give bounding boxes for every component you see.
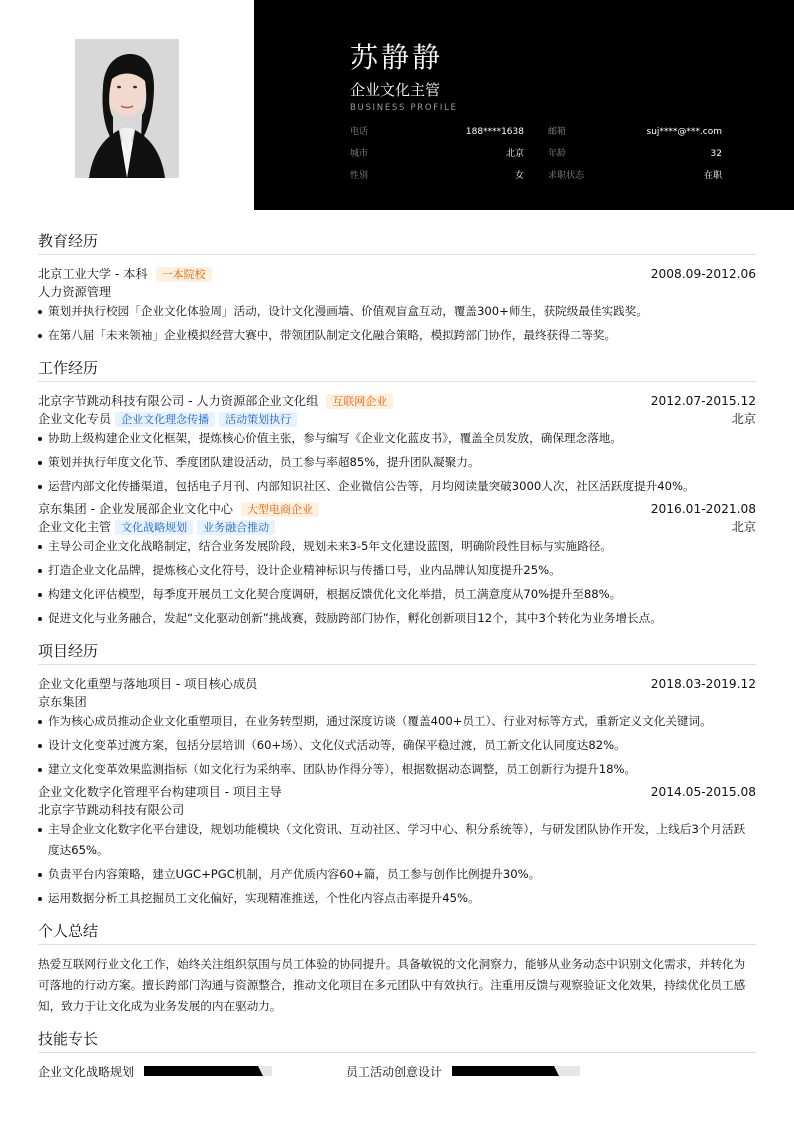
work-bullet: 打造企业文化品牌，提炼核心文化符号，设计企业精神标识与传播口号，业内品牌认知度提升25%。 xyxy=(38,560,756,581)
skill-name: 员工活动创意设计 xyxy=(346,1064,443,1079)
work-entry-header xyxy=(38,392,756,410)
role-name: 企业文化主管 xyxy=(38,520,112,534)
skill-tag: 活动策划执行 xyxy=(219,412,297,427)
gender-field xyxy=(350,170,524,190)
project-bullet: 负责平台内容策略，建立UGC+PGC机制，月产优质内容60+篇，员工参与创作比例提升30%。 xyxy=(38,864,756,885)
project-entry-header xyxy=(38,783,756,801)
project-name: 企业文化重塑与落地项目 - 项目核心成员 xyxy=(38,677,258,691)
gender-label: 性别 xyxy=(350,171,369,181)
work-bullet: 促进文化与业务融合，发起“文化驱动创新”挑战赛，鼓励跨部门协作，孵化创新项目12个，其中3个转化为业务增长点。 xyxy=(38,608,756,629)
email-value: suj****@***.com xyxy=(646,127,722,137)
project-bullet: 设计文化变革过渡方案，包括分层培训（60+场）、文化仪式活动等，确保平稳过渡，员工新文化认同度达82%。 xyxy=(38,735,756,756)
role-tags xyxy=(38,518,275,536)
phone-field xyxy=(350,126,524,146)
skills-title: 技能专长 xyxy=(38,1028,756,1053)
project-bullets xyxy=(38,819,756,909)
role-name: 企业文化专员 xyxy=(38,412,112,426)
contact-row xyxy=(350,148,722,170)
summary-section xyxy=(38,920,756,1017)
work-bullet: 构建文化评估模型，每季度开展员工文化契合度调研，根据反馈优化文化举措，员工满意度从70%提升至88%。 xyxy=(38,584,756,605)
work-date: 2016.01-2021.08 xyxy=(650,502,756,516)
age-field xyxy=(548,148,722,168)
contact-row xyxy=(350,126,722,148)
project-bullet: 运用数据分析工具挖掘员工文化偏好，实现精准推送，个性化内容点击率提升45%。 xyxy=(38,888,756,909)
work-bullet: 主导公司企业文化战略制定，结合业务发展阶段，规划未来3-5年文化建设蓝图，明确阶段性目标与实施路径。 xyxy=(38,536,756,557)
project-date: 2014.05-2015.08 xyxy=(650,785,756,799)
job-status-label: 求职状态 xyxy=(548,171,585,181)
work-location: 北京 xyxy=(731,520,756,534)
summary-title: 个人总结 xyxy=(38,920,756,945)
role-line xyxy=(38,518,756,536)
profile-photo-icon xyxy=(75,39,179,178)
major-name: 人力资源管理 xyxy=(38,285,112,299)
company-tag: 互联网企业 xyxy=(326,394,393,409)
education-bullet: 在第八届「未来领袖」企业模拟经营大赛中，带领团队制定文化融合策略，模拟跨部门协作，最终获得二等奖。 xyxy=(38,325,756,346)
skill-level-bar xyxy=(452,1066,580,1076)
email-field xyxy=(548,126,722,146)
school-name: 北京工业大学 - 本科 xyxy=(38,267,148,281)
education-school-line xyxy=(38,265,212,283)
education-title: 教育经历 xyxy=(38,230,756,255)
job-title: 企业文化主管 xyxy=(350,81,441,99)
phone-value: 188****1638 xyxy=(465,127,524,137)
work-bullet: 协助上级构建企业文化框架，提炼核心价值主张，参与编写《企业文化蓝皮书》，覆盖全员发放，确保理念落地。 xyxy=(38,428,756,449)
city-label: 城市 xyxy=(350,149,369,159)
skill-tag: 业务融合推动 xyxy=(197,520,275,535)
role-tags xyxy=(38,410,297,428)
education-major-line xyxy=(38,283,756,301)
summary-text: 热爱互联网行业文化工作，始终关注组织氛围与员工体验的协同提升。具备敏锐的文化洞察力，能够从业务动态中识别文化需求，并转化为可落地的行动方案。擅长跨部门沟通与资源整合，推动文化项目在多元团队中有效执行。注重用反馈与观察验证文化效果，持续优化员工感知，致力于让文化成为业务发展的内在驱动力。 xyxy=(38,957,746,1013)
company-name: 京东集团 - 企业发展部企业文化中心 xyxy=(38,502,233,516)
project-org-line xyxy=(38,693,756,711)
profile-panel xyxy=(254,0,794,210)
work-title: 工作经历 xyxy=(38,357,756,382)
skill-level-bar xyxy=(144,1066,272,1076)
resume-header xyxy=(0,0,794,210)
city-value: 北京 xyxy=(505,149,524,159)
job-status-field xyxy=(548,170,722,190)
education-bullet: 策划并执行校园「企业文化体验周」活动，设计文化漫画墙、价值观盲盒互动，覆盖300+师生，获院级最佳实践奖。 xyxy=(38,301,756,322)
profile-label: BUSINESS PROFILE xyxy=(350,103,458,113)
education-entry-header xyxy=(38,265,756,283)
project-bullet: 作为核心成员推动企业文化重塑项目，在业务转型期，通过深度访谈（覆盖400+员工）、行业对标等方式，重新定义文化关键词。 xyxy=(38,711,756,732)
gender-value: 女 xyxy=(514,171,524,181)
company-name: 北京字节跳动科技有限公司 - 人力资源部企业文化组 xyxy=(38,394,319,408)
contact-row xyxy=(350,170,722,192)
company-line xyxy=(38,500,319,518)
project-entry-header xyxy=(38,675,756,693)
skills-section xyxy=(38,1028,756,1079)
company-tag: 大型电商企业 xyxy=(241,502,319,517)
work-bullets xyxy=(38,536,756,629)
project-org: 京东集团 xyxy=(38,695,87,709)
work-bullet: 运营内部文化传播渠道，包括电子月刊、内部知识社区、企业微信公告等，月均阅读量突破3000人次，社区活跃度提升40%。 xyxy=(38,476,756,497)
role-line xyxy=(38,410,756,428)
skill-level-fill xyxy=(144,1066,258,1076)
education-date: 2008.09-2012.06 xyxy=(650,267,756,281)
project-bullet: 主导企业文化数字化平台建设，规划功能模块（文化资讯、互动社区、学习中心、积分系统等），与研发团队协作开发，上线后3个月活跃度达65%。 xyxy=(38,819,756,861)
candidate-name: 苏静静 xyxy=(350,41,444,74)
work-entry-header xyxy=(38,500,756,518)
project-bullets xyxy=(38,711,756,780)
age-value: 32 xyxy=(710,149,722,159)
skill-item xyxy=(38,1063,272,1079)
projects-title: 项目经历 xyxy=(38,640,756,665)
skill-name: 企业文化战略规划 xyxy=(38,1064,135,1079)
age-label: 年龄 xyxy=(548,149,567,159)
contact-info-grid xyxy=(350,126,722,192)
work-bullet: 策划并执行年度文化节、季度团队建设活动，员工参与率超85%，提升团队凝聚力。 xyxy=(38,452,756,473)
work-section xyxy=(38,357,756,629)
project-org: 北京字节跳动科技有限公司 xyxy=(38,803,185,817)
school-tag: 一本院校 xyxy=(156,267,212,282)
phone-label: 电话 xyxy=(350,127,369,137)
skills-list xyxy=(38,1063,756,1079)
skill-tag: 文化战略规划 xyxy=(115,520,193,535)
resume-content xyxy=(38,230,756,1090)
project-bullet: 建立文化变革效果监测指标（如文化行为采纳率、团队协作得分等），根据数据动态调整，员工创新行为提升18%。 xyxy=(38,759,756,780)
email-label: 邮箱 xyxy=(548,127,567,137)
skill-item xyxy=(346,1063,580,1079)
skill-tag: 企业文化理念传播 xyxy=(115,412,215,427)
education-bullets xyxy=(38,301,756,346)
projects-section xyxy=(38,640,756,909)
education-section xyxy=(38,230,756,346)
company-line xyxy=(38,392,393,410)
city-field xyxy=(350,148,524,168)
project-name: 企业文化数字化管理平台构建项目 - 项目主导 xyxy=(38,785,282,799)
work-bullets xyxy=(38,428,756,497)
work-date: 2012.07-2015.12 xyxy=(650,394,756,408)
job-status-value: 在职 xyxy=(703,171,722,181)
profile-photo xyxy=(75,39,179,178)
work-location: 北京 xyxy=(731,412,756,426)
project-org-line xyxy=(38,801,756,819)
skill-level-fill xyxy=(452,1066,554,1076)
project-date: 2018.03-2019.12 xyxy=(650,677,756,691)
